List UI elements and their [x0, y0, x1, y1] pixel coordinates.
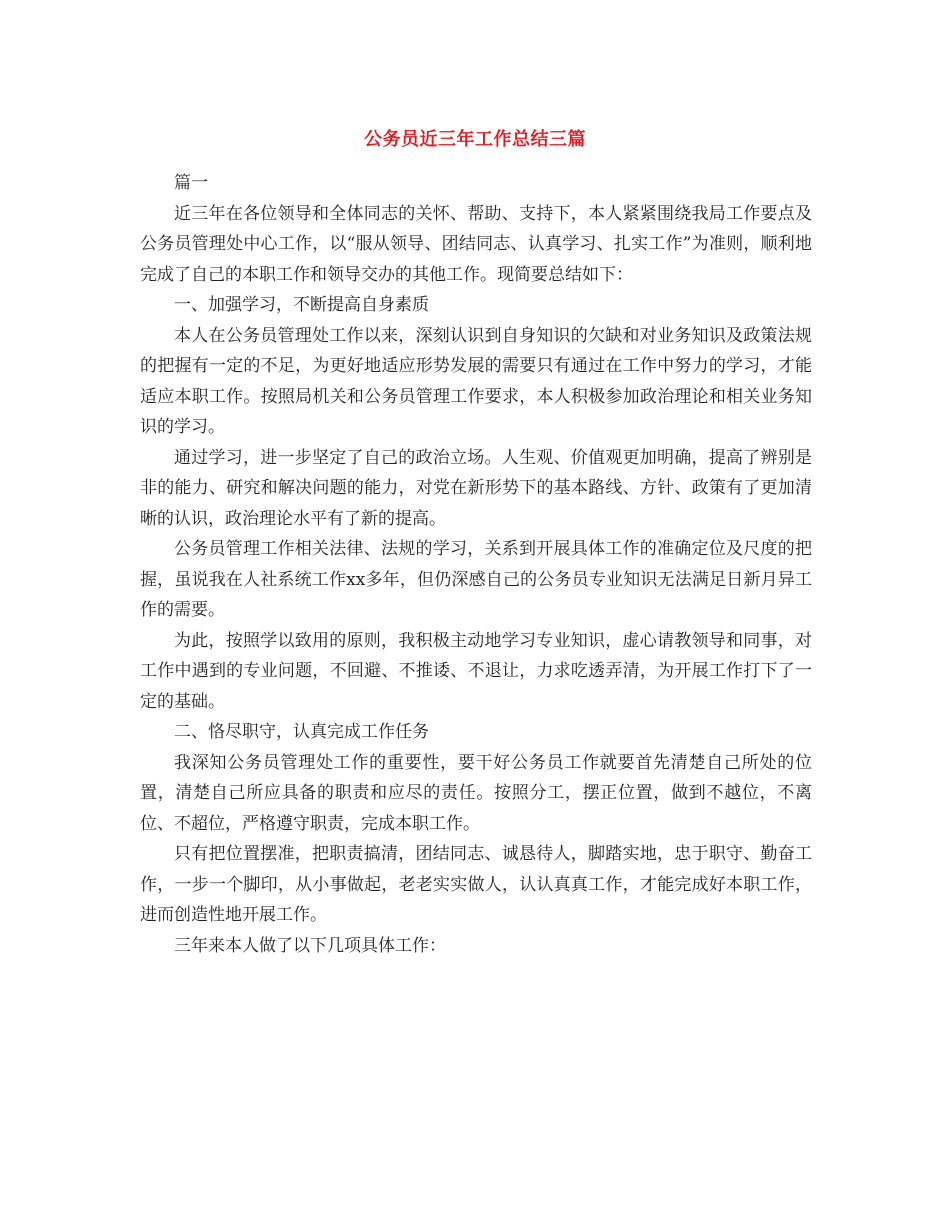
paragraph: 我深知公务员管理处工作的重要性，要干好公务员工作就要首先清楚自己所处的位置，清楚自己所应具备的职责和应尽的责任。按照分工，摆正位置，做到不越位，不离位、不超位，严格遵守职责，完成本职工作。: [140, 752, 812, 834]
paragraph: 近三年在各位领导和全体同志的关怀、帮助、支持下，本人紧紧围绕我局工作要点及公务员管理处中心工作，以“服从领导、团结同志、认真学习、扎实工作”为准则，顺利地完成了自己的本职工作和领导交办的其他工作。现简要总结如下：: [140, 203, 812, 285]
section-heading: 一、加强学习，不断提高自身素质: [174, 295, 429, 315]
document-title: 公务员近三年工作总结三篇: [364, 129, 586, 150]
document-body: [140, 168, 812, 961]
paragraph: 三年来本人做了以下几项具体工作：: [174, 935, 446, 956]
paragraph: 本人在公务员管理处工作以来，深刻认识到自身知识的欠缺和对业务知识及政策法规的把握有一定的不足，为更好地适应形势发展的需要只有通过在工作中努力的学习，才能适应本职工作。按照局机关和公务员管理工作要求，本人积极参加政治理论和相关业务知识的学习。: [140, 325, 812, 437]
paragraph: 为此，按照学以致用的原则，我积极主动地学习专业知识，虚心请教领导和同事，对工作中遇到的专业问题，不回避、不推诿、不退让，力求吃透弄清，为开展工作打下了一定的基础。: [140, 630, 812, 712]
paragraph: 公务员管理工作相关法律、法规的学习，关系到开展具体工作的准确定位及尺度的把握，虽说我在人社系统工作xx多年，但仍深感自己的公务员专业知识无法满足日新月异工作的需要。: [140, 539, 812, 620]
paragraph: 只有把位置摆准，把职责搞清，团结同志、诚恳待人，脚踏实地，忠于职守、勤奋工作，一步一个脚印，从小事做起，老老实实做人，认认真真工作，才能完成好本职工作，进而创造性地开展工作。: [140, 844, 812, 925]
paragraph: 通过学习，进一步坚定了自己的政治立场。人生观、价值观更加明确，提高了辨别是非的能力、研究和解决问题的能力，对党在新形势下的基本路线、方针、政策有了更加清晰的认识，政治理论水平有了新的提高。: [140, 447, 812, 529]
section-heading: 二、恪尽职守，认真完成工作任务: [174, 722, 429, 742]
section-label: 篇一: [174, 173, 208, 193]
